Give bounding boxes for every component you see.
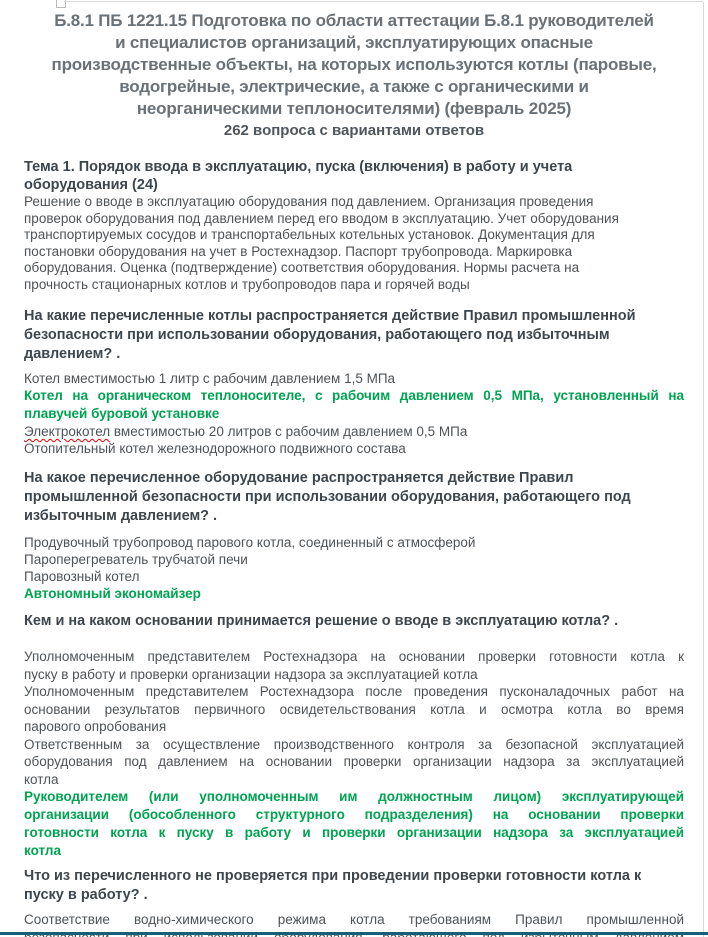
question-2-line-2: промышленной безопасности при использовании оборудования, работающего под bbox=[24, 489, 631, 505]
q2-correct-answer-line-1: Автономный экономайзер bbox=[24, 586, 201, 601]
text-segment: вместимостью 20 литров с рабочим давлением 0,5 МПа bbox=[110, 424, 468, 439]
question-2-line-3: избыточным давлением? . bbox=[24, 508, 218, 524]
q3-option-1-line-1: Уполномоченным представителем Ростехнадзора на основании проверки готовности котла к bbox=[24, 649, 684, 664]
q1-option-4 bbox=[24, 440, 684, 457]
q3-correct-answer-line-2: организации (обособленного структурного подразделения) на основании проверки bbox=[24, 807, 684, 822]
doc-title-line-5: неорганическими теплоносителями) (февраль 2025) bbox=[136, 99, 572, 118]
q2-options-line-1: Продувочный трубопровод парового котла, соединенный с атмосферой bbox=[24, 535, 476, 550]
q2-options-line-2: Пароперегреватель трубчатой печи bbox=[24, 552, 248, 567]
page-boundary-right bbox=[703, 2, 704, 937]
topic-heading-line-1: Тема 1. Порядок ввода в эксплуатацию, пуска (включения) в работу и учета bbox=[24, 159, 573, 175]
question-3-line-1: Кем и на каком основании принимается решение о вводе в эксплуатацию котла? . bbox=[24, 613, 619, 629]
question-4-line-2: пуску в работу? . bbox=[24, 887, 148, 903]
doc-title-line-1: Б.8.1 ПБ 1221.15 Подготовка по области аттестации Б.8.1 руководителей bbox=[54, 11, 654, 30]
doc-title-line-3: производственные объекты, на которых используются котлы (паровые, bbox=[51, 55, 657, 74]
q1-correct-answer-line-1: Котел на органическом теплоносителе, с рабочим давлением 0,5 МПа, установленный на bbox=[24, 388, 684, 403]
doc-title-line-2: и специалистов организаций, эксплуатирующих опасные bbox=[115, 33, 593, 52]
question-3 bbox=[24, 612, 684, 631]
doc-subtitle bbox=[24, 121, 684, 141]
q3-option-2-line-1: Уполномоченным представителем Ростехнадзора после проведения пусконаладочных работ на bbox=[24, 684, 684, 699]
q4-option-1-line-1: Соответствие водно-химического режима котла требованиям Правил промышленной bbox=[24, 912, 684, 927]
topic-description-line-6: прочность стационарных котлов и трубопроводов пара и горячей воды bbox=[24, 276, 470, 292]
q1-option-4-line-1: Отопительный котел железнодорожного подвижного состава bbox=[24, 441, 406, 456]
topic-description bbox=[24, 194, 684, 293]
topic-description-line-2: проверок оборудования под давлением перед его вводом в эксплуатацию. Учет оборудования bbox=[24, 210, 619, 226]
q1-correct-answer-line-2: плавучей буровой установке bbox=[24, 406, 220, 421]
q3-correct-answer bbox=[24, 788, 684, 860]
q1-option-1-line-1: Котел вместимостью 1 литр с рабочим давлением 1,5 МПа bbox=[24, 371, 396, 386]
topic-description-line-4: постановки оборудования на учет в Ростехнадзор. Паспорт трубопровода. Маркировка bbox=[24, 243, 573, 259]
question-2-line-1: На какое перечисленное оборудование распространяется действие Правил bbox=[24, 470, 574, 486]
q3-option-2 bbox=[24, 683, 684, 736]
page-boundary-top bbox=[64, 1, 703, 2]
window-bottom-edge bbox=[0, 932, 708, 935]
q3-correct-answer-line-1: Руководителем (или уполномоченным им должностным лицом) эксплуатирующей bbox=[24, 789, 684, 804]
q3-option-3-line-2: оборудования под давлением на основании проверки организации надзора за эксплуатацией bbox=[24, 754, 684, 769]
q1-correct-answer bbox=[24, 387, 684, 423]
q3-option-2-line-2: основании результатов первичного освидетельствования котла и осмотра котла во время bbox=[24, 701, 684, 717]
q3-option-3-line-1: Ответственным за осуществление производственного контроля за безопасной эксплуатацией bbox=[24, 736, 684, 752]
q1-option-1 bbox=[24, 370, 684, 387]
q1-option-3 bbox=[24, 423, 684, 440]
question-1 bbox=[24, 307, 684, 364]
question-4 bbox=[24, 867, 684, 905]
question-4-line-1: Что из перечисленного не проверяется при проведении проверки готовности котла к bbox=[24, 868, 642, 884]
q2-correct-answer bbox=[24, 585, 684, 603]
q3-correct-answer-line-4: котла bbox=[24, 843, 62, 858]
topic-description-line-3: транспортируемых сосудов и транспортабельных котельных установок. Документация для bbox=[24, 227, 595, 242]
question-1-line-1: На какие перечисленные котлы распространяется действие Правил промышленной bbox=[24, 308, 636, 324]
question-2 bbox=[24, 469, 684, 526]
question-1-line-2: безопасности при использовании оборудования, работающего под избыточным bbox=[24, 327, 610, 343]
doc-subtitle-line-1: 262 вопроса с вариантами ответов bbox=[223, 122, 485, 139]
q3-correct-answer-line-3: готовности котла к пуску в работу и проверки организации надзора за эксплуатацией bbox=[24, 825, 684, 840]
q3-option-1 bbox=[24, 648, 684, 683]
q3-option-3-line-3: котла bbox=[24, 771, 59, 787]
q1-option-3-line-1 bbox=[24, 423, 684, 440]
misspelled-word: Электрокотел bbox=[24, 424, 111, 439]
q2-options bbox=[24, 534, 684, 585]
q3-option-3 bbox=[24, 736, 684, 789]
topic-heading bbox=[24, 158, 684, 194]
question-1-line-3: давлением? . bbox=[24, 346, 121, 362]
q3-option-2-line-3: парового опробования bbox=[24, 719, 167, 734]
topic-description-line-5: оборудования. Оценка (подтверждение) соответствия оборудования. Нормы расчета на bbox=[24, 260, 580, 275]
q2-options-line-3: Паровозный котел bbox=[24, 569, 140, 584]
doc-title-line-4: водогрейные, электрические, а также с органическими и bbox=[119, 77, 589, 96]
doc-title bbox=[24, 10, 684, 120]
q3-option-1-line-2: пуску в работу и проверки организации надзора за эксплуатацией котла bbox=[24, 666, 478, 682]
topic-description-line-1: Решение о вводе в эксплуатацию оборудования под давлением. Организация проведения bbox=[24, 194, 594, 209]
topic-heading-line-2: оборудования (24) bbox=[24, 177, 158, 193]
